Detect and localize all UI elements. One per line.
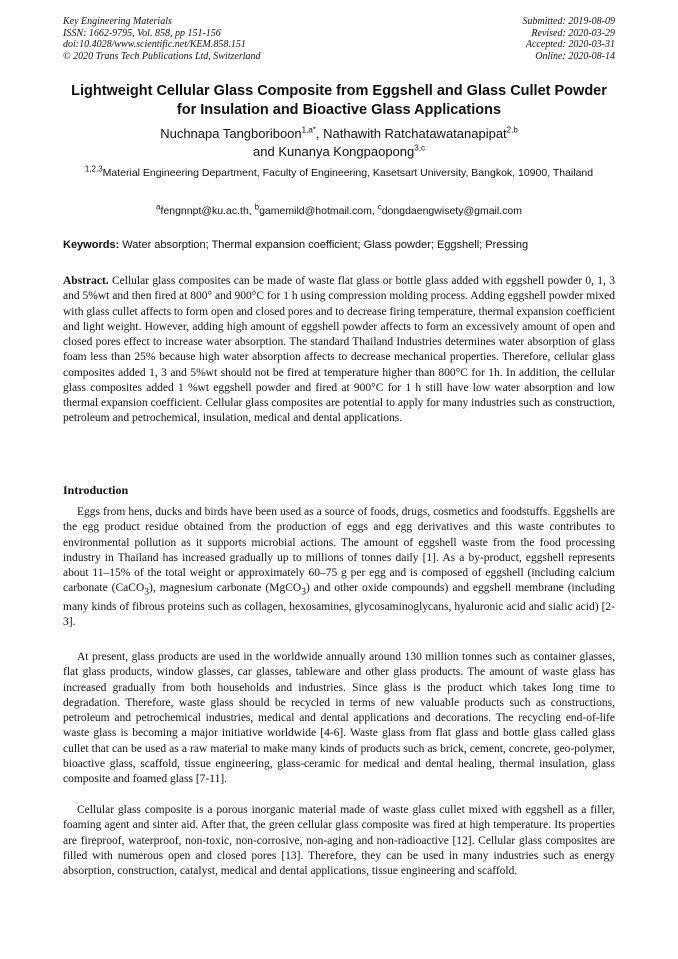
abstract-text: Cellular glass composites can be made of waste flat glass or bottle glass added with eggshell powder 0, 1, 3 and 5%wt and then fired at 800° and 900°C for 1 h using compression molding process. Adding eggshell powder mixed with glass cullet affects to form open and closed pores and to decrease firing temperature, thermal expansion coefficient and light weight. However, adding high amount of eggshell powder affects to form an excessively amount of open and closed pores effect to increase water absorption. The standard Thailand Industries determines water absorption of glass foam less than 25% because high water absorption affects to decrease mechanical properties. Therefore, cellular glass composites added 1, 3 and 5%wt should not be fired at temperature higher than 800°C for 1h. In addition, the cellular glass composites added 1 %wt eggshell powder and fired at 900°C for 1 h still have low water absorption and low thermal expansion coefficient. Cellular glass composites are potential to apply for many industries such as construction, petroleum and petrochemical, insulation, medical and dental applications. xyxy=(63,275,616,425)
copyright-line: © 2020 Trans Tech Publications Ltd, Switzerland xyxy=(63,50,261,62)
author-3-sup: 3,c xyxy=(414,143,425,153)
author-list xyxy=(63,125,615,161)
accepted-date: Accepted: 2020-03-31 xyxy=(525,39,615,50)
intro-paragraph-2: At present, glass products are used in the worldwide annually around 130 million tonnes such as container glasses, flat glass products, window glasses, car glasses, tableware and other glass products. The amount of waste glass has increased gradually from both households and industries. Since glass is the product which takes long time to degradation. Therefore, waste glass should be recycled in terms of new valuable products such as constructions, petroleum and petrochemical industries, medical and dental applications and decorations. The recycling end-of-life waste glass is becoming a major initiative worldwide [4-6]. Waste glass from flat glass and bottle glass called glass cullet that can be used as a raw material to make many kinds of products such as brick, cement, concrete, geo-polymer, bioactive glass, scaffold, tissue engineering, glass-ceramic for medical and dental healing, thermal insulation, glass composite and foamed glass [7-11]. xyxy=(63,651,615,785)
keywords xyxy=(63,239,615,251)
abstract-label: Abstract. xyxy=(63,275,109,287)
revised-date: Revised: 2020-03-29 xyxy=(531,27,615,39)
affiliation-sup: 1,2,3 xyxy=(84,164,103,174)
email-b: gamemild@hotmail.com, xyxy=(259,205,378,217)
paper-title: Lightweight Cellular Glass Composite from Eggshell and Glass Cullet Powder for Insulation and Bioactive Glass Applications xyxy=(71,83,607,118)
author-3: and Kunanya Kongpaopong xyxy=(253,144,415,159)
keywords-text: Water absorption; Thermal expansion coefficient; Glass powder; Eggshell; Pressing xyxy=(119,239,529,251)
intro-paragraph-1 xyxy=(63,505,615,630)
email-a: fengnnpt@ku.ac.th, xyxy=(160,205,255,217)
intro-p1-text-b: ), magnesium carbonate (MgCO xyxy=(149,582,302,595)
intro-p1-text-c: ) and other oxide compounds) and eggshell membrane (including many kinds of fibrous proteins such as collagen, hexosamines, glycosaminoglycans, hyaluronic acid and sialic acid) [2-3]. xyxy=(63,582,615,629)
email-a-sup: a xyxy=(156,202,161,212)
affiliation xyxy=(63,166,615,181)
introduction-heading: Introduction xyxy=(63,483,129,497)
doi-line: doi:10.4028/www.scientific.net/KEM.858.151 xyxy=(63,39,246,50)
intro-paragraph-3: Cellular glass composite is a porous inorganic material made of waste glass cullet mixed with eggshell as a filler, foaming agent and sinter aid. After that, the green cellular glass composite was fired at high temperature. Its properties are fireproof, waterproof, non-toxic, non-corrosive, non-aging and non-radioactive [12]. Cellular glass composites are filled with numerous open and closed pores [13]. Therefore, they can be used in many industries such as energy absorption, construction, catalyst, medical and dental applications, tissue engineering and scaffold. xyxy=(63,804,615,877)
issn-line: ISSN: 1662-9795, Vol. 858, pp 151-156 xyxy=(63,27,221,39)
submission-dates xyxy=(523,16,616,62)
keywords-label: Keywords: xyxy=(63,239,120,251)
abstract xyxy=(63,274,615,427)
submitted-date: Submitted: 2019-08-09 xyxy=(522,16,615,27)
email-c-sup: c xyxy=(377,202,382,212)
affiliation-text: Material Engineering Department, Faculty of Engineering, Kasetsart University, Bangkok, 10900, Thailand xyxy=(102,167,594,179)
email-b-sup: b xyxy=(254,202,260,212)
intro-p1-text-a: Eggs from hens, ducks and birds have been used as a source of foods, drugs, cosmetics and foodstuffs. Eggshells are the egg product residue obtained from the production of eggs and egg derivatives and this waste contributes to environmental pollution as it supports microbial actions. The amount of eggshell waste from the food processing industry in Thailand has increased gradually up to millions of tonnes daily [1]. As a by-product, eggshell represents about 11–15% of the total weight or approximately 60–75 g per egg and is composed of eggshell (including calcium carbonate (CaCO xyxy=(63,506,615,595)
online-date: Online: 2020-08-14 xyxy=(535,50,615,62)
journal-info xyxy=(63,16,261,62)
author-emails xyxy=(63,202,615,217)
intro-p1-sub-1: 3 xyxy=(144,586,150,598)
email-c: dongdaengwisety@gmail.com xyxy=(381,205,522,217)
intro-p1-sub-2: 3 xyxy=(301,586,306,598)
author-1: Nuchnapa Tangboriboon xyxy=(160,126,302,141)
author-2: Nathawith Ratchatawatanapipat xyxy=(323,126,507,141)
author-separator: , xyxy=(315,126,324,141)
author-1-sup: 1,a* xyxy=(301,125,316,135)
author-2-sup: 2,b xyxy=(506,125,518,135)
journal-name: Key Engineering Materials xyxy=(63,16,172,27)
